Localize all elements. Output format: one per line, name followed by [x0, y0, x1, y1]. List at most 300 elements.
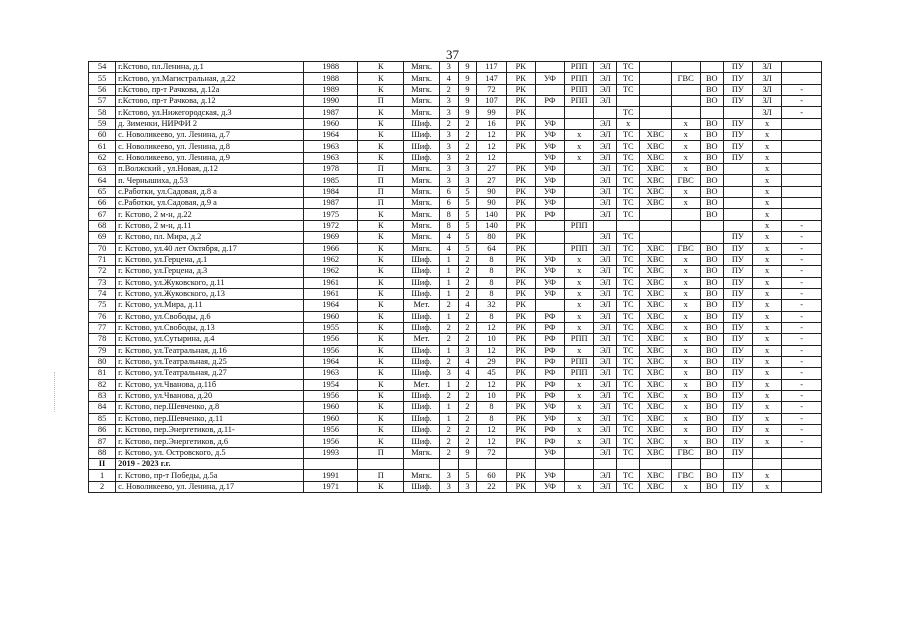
table-cell: УФ: [535, 118, 564, 129]
table-cell: 12: [477, 436, 506, 447]
table-cell: 3: [439, 175, 458, 186]
table-cell: ВО: [700, 447, 723, 458]
table-cell: [565, 459, 594, 470]
table-cell: ПУ: [723, 266, 752, 277]
table-row: [89, 186, 822, 197]
table-cell: [565, 186, 594, 197]
table-cell: х: [671, 186, 700, 197]
table-cell: ТС: [617, 232, 640, 243]
table-cell: ПУ: [723, 300, 752, 311]
table-cell: РФ: [535, 425, 564, 436]
table-cell: -: [782, 436, 822, 447]
table-cell: 1: [439, 402, 458, 413]
table-cell: РПП: [565, 220, 594, 231]
table-cell: ТС: [617, 300, 640, 311]
table-cell: 3: [439, 152, 458, 163]
table-cell: -: [782, 402, 822, 413]
address-cell: г. Кстово, пр-т Победы, д.5а: [116, 470, 304, 481]
table-cell: Шиф.: [404, 288, 440, 299]
table-cell: ТС: [617, 84, 640, 95]
table-cell: ВО: [700, 413, 723, 424]
table-cell: ТС: [617, 413, 640, 424]
table-cell: К: [358, 334, 404, 345]
table-row: [89, 379, 822, 390]
table-cell: ПУ: [723, 390, 752, 401]
table-cell: 2: [458, 277, 477, 288]
table-cell: [304, 459, 358, 470]
table-cell: ХВС: [640, 198, 671, 209]
table-cell: [535, 84, 564, 95]
table-cell: ЭЛ: [594, 84, 617, 95]
table-cell: х: [752, 198, 781, 209]
table-cell: ВО: [700, 300, 723, 311]
table-cell: Мет.: [404, 300, 440, 311]
table-cell: 63: [89, 164, 116, 175]
table-cell: К: [358, 118, 404, 129]
table-cell: -: [782, 311, 822, 322]
table-cell: ХВС: [640, 356, 671, 367]
table-cell: ПУ: [723, 277, 752, 288]
address-cell: г. Кстово, ул.Театральная, д.25: [116, 356, 304, 367]
table-cell: 82: [89, 379, 116, 390]
table-cell: 1989: [304, 84, 358, 95]
table-cell: ВО: [700, 311, 723, 322]
table-cell: ПУ: [723, 322, 752, 333]
table-cell: 1987: [304, 198, 358, 209]
table-cell: 147: [477, 73, 506, 84]
table-cell: -: [782, 288, 822, 299]
table-cell: 73: [89, 277, 116, 288]
table-row: [89, 152, 822, 163]
table-cell: 3: [439, 164, 458, 175]
table-cell: х: [752, 118, 781, 129]
table-cell: 1963: [304, 152, 358, 163]
table-cell: ВО: [700, 141, 723, 152]
table-cell: [723, 186, 752, 197]
table-cell: 8: [439, 209, 458, 220]
table-cell: х: [565, 288, 594, 299]
table-cell: 56: [89, 84, 116, 95]
table-cell: РК: [506, 368, 535, 379]
table-cell: 10: [477, 334, 506, 345]
table-cell: 75: [89, 300, 116, 311]
table-cell: х: [671, 198, 700, 209]
table-cell: Мягк.: [404, 175, 440, 186]
table-cell: 1961: [304, 277, 358, 288]
table-cell: 1964: [304, 300, 358, 311]
table-cell: ВО: [700, 96, 723, 107]
table-cell: 8: [477, 288, 506, 299]
table-cell: ПУ: [723, 130, 752, 141]
table-cell: 67: [89, 209, 116, 220]
table-cell: РК: [506, 130, 535, 141]
table-row: [89, 118, 822, 129]
table-cell: -: [782, 300, 822, 311]
table-cell: х: [671, 379, 700, 390]
table-cell: ЭЛ: [594, 390, 617, 401]
table-cell: 1987: [304, 107, 358, 118]
table-cell: [535, 300, 564, 311]
table-cell: 1: [439, 345, 458, 356]
table-cell: [640, 73, 671, 84]
table-cell: 55: [89, 73, 116, 84]
table-cell: РФ: [535, 96, 564, 107]
table-cell: 22: [477, 481, 506, 492]
table-cell: [782, 198, 822, 209]
table-cell: К: [358, 209, 404, 220]
table-row: [89, 300, 822, 311]
table-cell: ЭЛ: [594, 436, 617, 447]
table-cell: ТС: [617, 470, 640, 481]
table-cell: -: [782, 243, 822, 254]
table-cell: Шиф.: [404, 356, 440, 367]
table-cell: х: [752, 277, 781, 288]
address-cell: с. Новоликеево, ул. Ленина, д.7: [116, 130, 304, 141]
address-cell: г.Кстово, ул.Нижегородская, д.3: [116, 107, 304, 118]
table-cell: 64: [89, 175, 116, 186]
table-cell: ТС: [617, 164, 640, 175]
table-cell: 5: [458, 243, 477, 254]
table-cell: ХВС: [640, 436, 671, 447]
table-cell: ЭЛ: [594, 164, 617, 175]
table-cell: х: [752, 379, 781, 390]
table-cell: ПУ: [723, 413, 752, 424]
table-cell: 4: [458, 356, 477, 367]
table-cell: 2: [458, 152, 477, 163]
address-cell: г. Кстово, ул.Свободы, д.13: [116, 322, 304, 333]
table-cell: 66: [89, 198, 116, 209]
table-cell: ЭЛ: [594, 198, 617, 209]
table-cell: [700, 62, 723, 73]
table-cell: РК: [506, 232, 535, 243]
table-cell: РК: [506, 73, 535, 84]
table-cell: РК: [506, 243, 535, 254]
table-cell: [700, 232, 723, 243]
address-cell: п.Волжский , ул.Новая, д.12: [116, 164, 304, 175]
table-cell: 57: [89, 96, 116, 107]
table-cell: К: [358, 402, 404, 413]
table-cell: 2: [439, 118, 458, 129]
table-cell: 69: [89, 232, 116, 243]
table-cell: Шиф.: [404, 402, 440, 413]
table-cell: Мягк.: [404, 73, 440, 84]
table-cell: 1963: [304, 141, 358, 152]
table-cell: К: [358, 368, 404, 379]
table-cell: ЭЛ: [594, 254, 617, 265]
table-cell: К: [358, 266, 404, 277]
table-cell: РК: [506, 277, 535, 288]
table-cell: х: [752, 288, 781, 299]
table-cell: [782, 186, 822, 197]
table-cell: 5: [458, 209, 477, 220]
table-cell: 62: [89, 152, 116, 163]
table-cell: [640, 220, 671, 231]
table-row: [89, 277, 822, 288]
table-cell: [640, 62, 671, 73]
address-cell: с.Работки, ул.Садовая, д.8 а: [116, 186, 304, 197]
table-cell: ВО: [700, 379, 723, 390]
table-row: [89, 84, 822, 95]
table-cell: РПП: [565, 243, 594, 254]
table-cell: 78: [89, 334, 116, 345]
table-cell: 72: [477, 84, 506, 95]
table-cell: Мягк.: [404, 84, 440, 95]
table-cell: -: [782, 96, 822, 107]
table-cell: РФ: [535, 390, 564, 401]
table-cell: ЗЛ: [752, 96, 781, 107]
table-cell: К: [358, 141, 404, 152]
table-cell: ТС: [617, 243, 640, 254]
table-cell: 3: [439, 470, 458, 481]
address-cell: г. Кстово, ул.Чванова, д.11б: [116, 379, 304, 390]
table-cell: 9: [458, 84, 477, 95]
table-cell: [782, 209, 822, 220]
table-cell: Шиф.: [404, 254, 440, 265]
table-cell: ХВС: [640, 152, 671, 163]
table-cell: РФ: [535, 334, 564, 345]
table-cell: х: [671, 402, 700, 413]
table-cell: х: [752, 322, 781, 333]
table-cell: ГВС: [671, 447, 700, 458]
table-cell: РК: [506, 62, 535, 73]
table-cell: [700, 459, 723, 470]
table-cell: 54: [89, 62, 116, 73]
table-cell: 5: [458, 220, 477, 231]
table-cell: Мягк.: [404, 447, 440, 458]
table-cell: ВО: [700, 481, 723, 492]
table-row: [89, 220, 822, 231]
table-cell: 1: [439, 379, 458, 390]
table-cell: 76: [89, 311, 116, 322]
table-cell: П: [358, 470, 404, 481]
table-cell: 8: [477, 311, 506, 322]
table-cell: Шиф.: [404, 322, 440, 333]
address-cell: г. Кстово, ул.Театральная, д.16: [116, 345, 304, 356]
table-cell: 9: [458, 96, 477, 107]
table-cell: [458, 459, 477, 470]
table-cell: ХВС: [640, 379, 671, 390]
table-cell: ПУ: [723, 470, 752, 481]
table-cell: ВО: [700, 175, 723, 186]
table-cell: -: [782, 84, 822, 95]
table-row: [89, 209, 822, 220]
table-cell: РК: [506, 425, 535, 436]
table-cell: ЭЛ: [594, 368, 617, 379]
table-cell: Шиф.: [404, 152, 440, 163]
address-cell: г. Кстово, пл. Мира, д.2: [116, 232, 304, 243]
table-cell: РК: [506, 84, 535, 95]
table-cell: ВО: [700, 209, 723, 220]
table-row: [89, 413, 822, 424]
table-cell: 1961: [304, 288, 358, 299]
table-cell: 1964: [304, 130, 358, 141]
table-cell: х: [671, 425, 700, 436]
address-cell: с.Работки, ул.Садовая, д.9 а: [116, 198, 304, 209]
table-cell: х: [565, 379, 594, 390]
table-cell: [535, 459, 564, 470]
table-cell: 8: [477, 402, 506, 413]
table-cell: 80: [477, 232, 506, 243]
table-cell: 9: [458, 447, 477, 458]
table-cell: РК: [506, 209, 535, 220]
table-cell: Мягк.: [404, 470, 440, 481]
table-cell: [671, 209, 700, 220]
table-cell: 3: [439, 141, 458, 152]
table-cell: 12: [477, 425, 506, 436]
table-cell: 3: [439, 481, 458, 492]
table-cell: [671, 96, 700, 107]
table-cell: ЭЛ: [594, 300, 617, 311]
table-cell: [782, 447, 822, 458]
table-cell: 4: [458, 300, 477, 311]
table-cell: ПУ: [723, 84, 752, 95]
table-cell: 2: [439, 425, 458, 436]
table-cell: Шиф.: [404, 413, 440, 424]
table-cell: х: [752, 368, 781, 379]
table-cell: 87: [89, 436, 116, 447]
table-cell: К: [358, 425, 404, 436]
table-cell: 72: [477, 447, 506, 458]
table-cell: х: [752, 402, 781, 413]
table-cell: 4: [439, 243, 458, 254]
table-cell: 70: [89, 243, 116, 254]
table-cell: [671, 232, 700, 243]
table-cell: Шиф.: [404, 118, 440, 129]
table-cell: [640, 84, 671, 95]
table-cell: РПП: [565, 73, 594, 84]
table-cell: 45: [477, 368, 506, 379]
table-cell: 140: [477, 209, 506, 220]
table-cell: [617, 459, 640, 470]
table-cell: [565, 198, 594, 209]
table-cell: 1956: [304, 425, 358, 436]
table-cell: 58: [89, 107, 116, 118]
table-cell: ХВС: [640, 254, 671, 265]
table-cell: Шиф.: [404, 425, 440, 436]
table-cell: ЭЛ: [594, 402, 617, 413]
table-cell: [782, 141, 822, 152]
table-cell: 2: [439, 300, 458, 311]
table-cell: РПП: [565, 368, 594, 379]
table-cell: ВО: [700, 425, 723, 436]
address-cell: г. Кстово, ул.Сутырина, д.4: [116, 334, 304, 345]
address-cell: г. Кстово, ул.Герцена, д.1: [116, 254, 304, 265]
table-cell: [782, 481, 822, 492]
table-cell: ЭЛ: [594, 186, 617, 197]
table-cell: -: [782, 254, 822, 265]
table-cell: 2: [458, 402, 477, 413]
table-cell: ХВС: [640, 186, 671, 197]
table-cell: ЗЛ: [752, 62, 781, 73]
table-cell: 59: [89, 118, 116, 129]
address-cell: г. Кстово, ул.Жуковского, д.11: [116, 277, 304, 288]
table-cell: 140: [477, 220, 506, 231]
table-cell: 12: [477, 130, 506, 141]
table-cell: ХВС: [640, 425, 671, 436]
table-cell: [671, 84, 700, 95]
table-cell: РК: [506, 300, 535, 311]
table-cell: К: [358, 345, 404, 356]
address-cell: с. Новоликеево, ул. Ленина, д.8: [116, 141, 304, 152]
table-cell: РК: [506, 413, 535, 424]
table-cell: х: [565, 345, 594, 356]
table-cell: [782, 152, 822, 163]
table-cell: ЭЛ: [594, 209, 617, 220]
table-row: [89, 141, 822, 152]
table-cell: 2: [439, 322, 458, 333]
table-cell: ПУ: [723, 356, 752, 367]
table-cell: 2: [458, 141, 477, 152]
table-cell: ХВС: [640, 311, 671, 322]
table-cell: ПУ: [723, 436, 752, 447]
table-cell: РК: [506, 322, 535, 333]
table-cell: [640, 459, 671, 470]
table-cell: ПУ: [723, 368, 752, 379]
table-cell: [617, 220, 640, 231]
table-cell: ВО: [700, 186, 723, 197]
table-cell: х: [671, 141, 700, 152]
table-row: [89, 436, 822, 447]
table-cell: ПУ: [723, 118, 752, 129]
table-cell: Мягк.: [404, 220, 440, 231]
table-cell: УФ: [535, 413, 564, 424]
table-cell: [617, 96, 640, 107]
table-cell: 2: [458, 413, 477, 424]
table-cell: [640, 107, 671, 118]
table-row: [89, 254, 822, 265]
table-cell: К: [358, 413, 404, 424]
table-cell: УФ: [535, 254, 564, 265]
table-cell: 8: [477, 266, 506, 277]
table-cell: ТС: [617, 368, 640, 379]
table-cell: ВО: [700, 254, 723, 265]
table-cell: [752, 447, 781, 458]
table-cell: ХВС: [640, 266, 671, 277]
table-cell: 6: [439, 186, 458, 197]
table-cell: РК: [506, 402, 535, 413]
table-cell: ТС: [617, 254, 640, 265]
table-cell: 2: [439, 436, 458, 447]
table-cell: х: [565, 481, 594, 492]
table-cell: РК: [506, 334, 535, 345]
table-cell: 1985: [304, 175, 358, 186]
table-cell: К: [358, 322, 404, 333]
table-cell: РК: [506, 436, 535, 447]
table-cell: [594, 459, 617, 470]
table-cell: ТС: [617, 130, 640, 141]
table-cell: х: [671, 152, 700, 163]
address-cell: д. Зименки, НИРФИ 2: [116, 118, 304, 129]
table-cell: ВО: [700, 470, 723, 481]
table-cell: ХВС: [640, 413, 671, 424]
table-cell: 9: [458, 73, 477, 84]
table-cell: х: [671, 345, 700, 356]
table-cell: 2: [439, 356, 458, 367]
table-cell: 1969: [304, 232, 358, 243]
table-cell: ХВС: [640, 300, 671, 311]
table-cell: РК: [506, 481, 535, 492]
table-cell: П: [358, 175, 404, 186]
table-cell: РФ: [535, 311, 564, 322]
table-cell: [752, 459, 781, 470]
address-cell: г. Кстово, пер.Шевченко, д.8: [116, 402, 304, 413]
table-cell: ЭЛ: [594, 311, 617, 322]
table-cell: К: [358, 73, 404, 84]
table-cell: [535, 232, 564, 243]
table-cell: РПП: [565, 62, 594, 73]
table-cell: х: [671, 334, 700, 345]
table-cell: 3: [458, 481, 477, 492]
